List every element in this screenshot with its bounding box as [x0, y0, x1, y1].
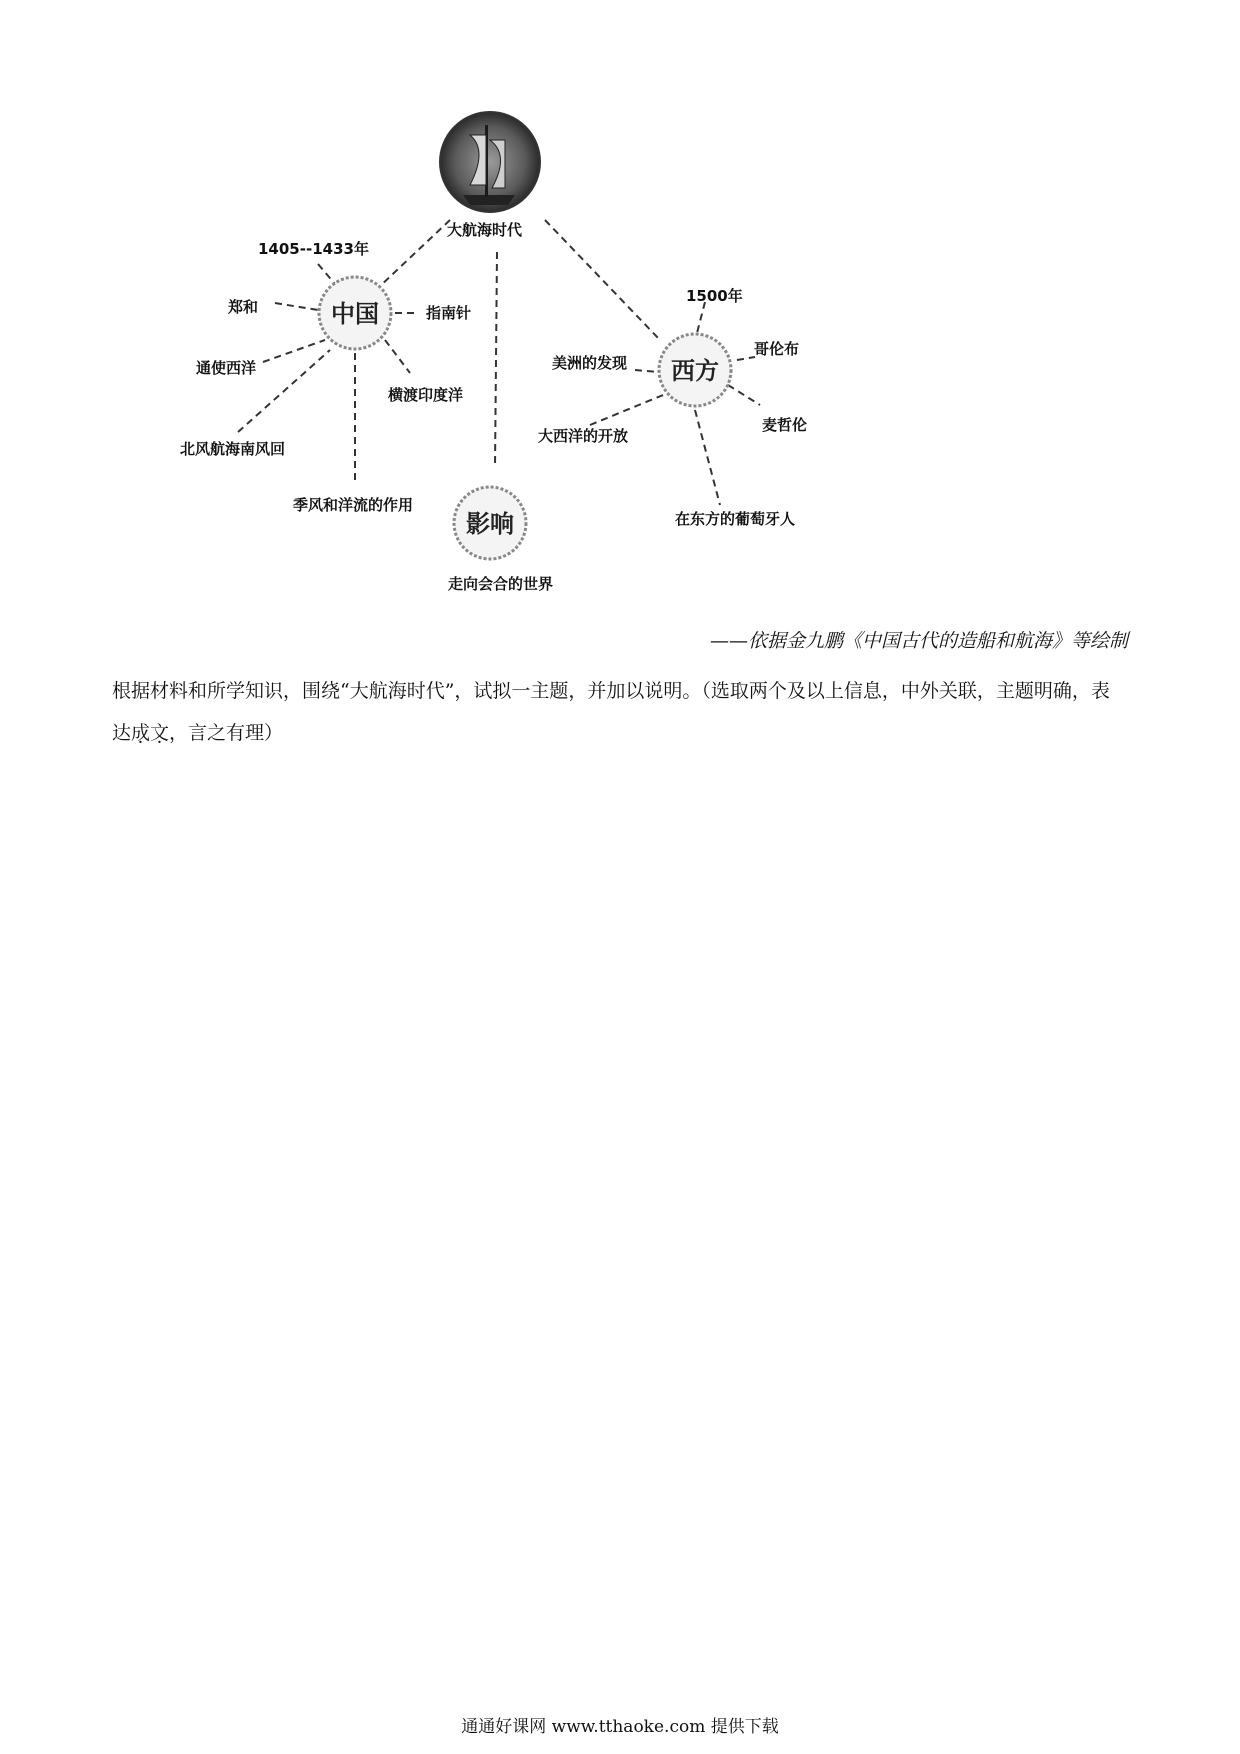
west-year-label: 1500年 — [686, 287, 743, 305]
hub-impact-label: 影响 — [466, 510, 514, 538]
concept-map — [0, 0, 1240, 620]
hub-china-label: 中国 — [331, 300, 379, 328]
hub-west-label: 西方 — [671, 357, 719, 385]
china-monsoon-label: 季风和洋流的作用 — [293, 496, 414, 514]
china-wind-label: 北风航海南风回 — [180, 440, 286, 458]
source-citation: ——依据金九鹏《中国古代的造船和航海》等绘制 — [709, 630, 1128, 652]
west-magellan-label: 麦哲伦 — [762, 416, 808, 434]
top-label: 大航海时代 — [447, 221, 523, 239]
question-text — [112, 670, 1127, 754]
china-compass-label: 指南针 — [426, 304, 472, 322]
west-columbus-label: 哥伦布 — [754, 340, 800, 358]
west-america-label: 美洲的发现 — [552, 354, 628, 372]
west-atlantic-label: 大西洋的开放 — [538, 427, 629, 445]
west-portuguese-label: 在东方的葡萄牙人 — [675, 510, 796, 528]
question-part-1: 根据材料和所学知识，围绕“大航海时代”，试拟一主题，并加以说明。（选取两个及以上信息，中外关联，主题明确，表达 — [112, 680, 1110, 744]
question-part-2: ，言之有理） — [169, 722, 284, 744]
hub-china — [319, 277, 391, 349]
china-zhenghe-label: 郑和 — [228, 298, 259, 316]
question-emphasis-2: 文 — [150, 722, 170, 744]
ship-picture — [440, 112, 540, 212]
china-envoys-label: 通使西洋 — [196, 359, 257, 377]
impact-item-label: 走向会合的世界 — [448, 575, 554, 593]
china-indian-ocean-label: 横渡印度洋 — [388, 386, 464, 404]
page-footer: 通通好课网 www.tthaoke.com 提供下载 — [461, 1717, 779, 1737]
china-years-label: 1405--1433年 — [258, 240, 369, 258]
hub-impact — [454, 487, 526, 559]
question-emphasis-1: 成 — [131, 722, 151, 744]
hub-west — [659, 334, 731, 406]
